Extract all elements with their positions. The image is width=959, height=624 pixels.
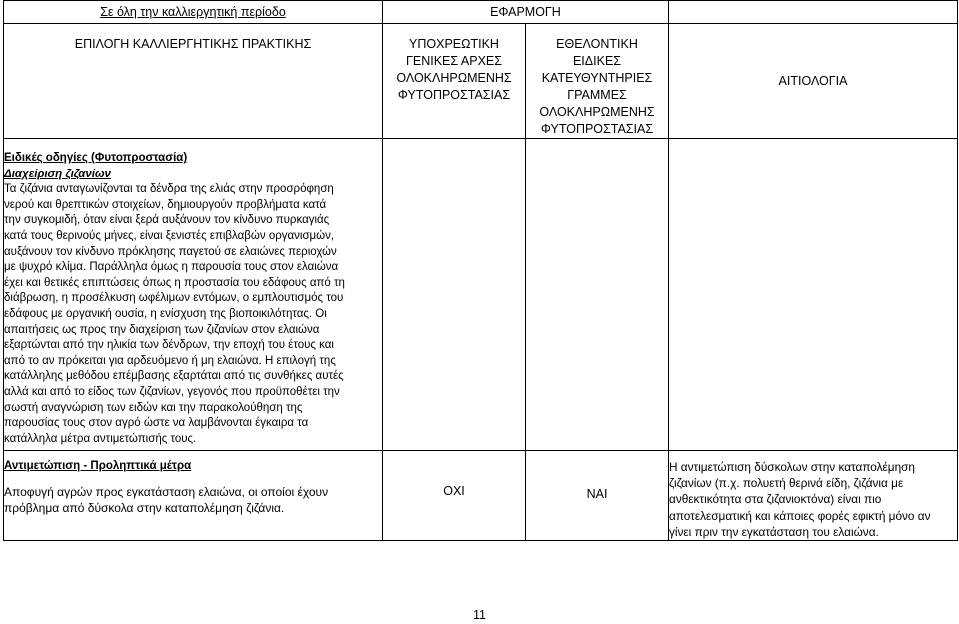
measure-line: Αποφυγή αγρών προς εγκατάσταση ελαιώνα, οι οποίοι έχουν bbox=[4, 484, 329, 499]
justification-line: ζιζανίων (π.χ. πολυετή θερινά είδη, ζιζάνια με bbox=[669, 476, 904, 491]
voluntary-value: ΝΑΙ bbox=[586, 487, 608, 501]
instructions-line: έχει και θετικές επιπτώσεις όπως η προστασία του εδάφους από τη bbox=[4, 276, 345, 289]
measure-line: πρόβλημα από δύσκολα στην καταπολέμηση ζιζάνια. bbox=[4, 500, 285, 515]
weed-management-subtitle: Διαχείριση ζιζανίων bbox=[4, 167, 111, 180]
mandatory-line-3: ΟΛΟΚΛΗΡΩΜΕΝΗΣ bbox=[396, 71, 512, 85]
voluntary-header bbox=[526, 24, 669, 139]
empty-header-cell bbox=[669, 1, 958, 24]
instructions-line: με ψυχρό κλίμα. Παράλληλα όμως η παρουσία τους στον ελαιώνα bbox=[4, 261, 339, 274]
justification-header bbox=[669, 24, 958, 139]
instructions-mandatory-cell bbox=[383, 139, 526, 451]
justification-line: γίνει πριν την εγκατάσταση του ελαιώνα. bbox=[669, 524, 879, 539]
instructions-line: αλλά και από το είδος των ζιζανίων, γεγονός που προϋποθέτει την bbox=[4, 385, 340, 398]
justification-line: αποτελεσματική και κάποιες φορές εφικτή μόνο αν bbox=[669, 508, 931, 523]
instructions-line: κατάλληλης μεθόδου επέμβασης εξαρτάται από τις συνθήκες αυτές bbox=[4, 370, 344, 383]
instructions-line: νερού και θρεπτικών στοιχείων, δημιουργούν προβλήματα κατά bbox=[4, 198, 327, 211]
period-link[interactable]: Σε όλη την καλλιεργητική περίοδο bbox=[100, 4, 286, 19]
practice-header bbox=[4, 24, 383, 139]
instructions-line: παρουσίας τους στον αγρό ώστε να λαμβάνονται έγκαιρα τα bbox=[4, 417, 309, 430]
instructions-line: απαιτήσεις ως προς την διαχείριση των ζιζανίων στον ελαιώνα bbox=[4, 323, 320, 336]
instructions-line: εδάφους με οργανική ουσία, η ενίσχυση της βιοποικιλότητας. Οι bbox=[4, 307, 327, 320]
instructions-title: Ειδικές οδηγίες (Φυτοπροστασία) bbox=[4, 152, 188, 164]
application-label: ΕΦΑΡΜΟΓΗ bbox=[490, 4, 561, 19]
instructions-line: κατά τους θερινούς μήνες, είναι ξενιστές επιβλαβών οργανισμών, bbox=[4, 229, 335, 242]
voluntary-line-3: ΓΡΑΜΜΕΣ bbox=[567, 88, 627, 102]
measure-mandatory-cell bbox=[383, 451, 526, 541]
measure-title: Αντιμετώπιση - Προληπτικά μέτρα bbox=[4, 460, 192, 472]
voluntary-line-1: ΕΘΕΛΟΝΤΙΚΗ bbox=[556, 37, 638, 51]
justification-line: Η αντιμετώπιση δύσκολων στην καταπολέμηση bbox=[669, 460, 915, 474]
mandatory-line-1: ΥΠΟΧΡΕΩΤΙΚΗ bbox=[409, 37, 499, 51]
instructions-line: αυξάνουν τον κίνδυνο πρόκλησης παγετού σε ελαιώνες περιοχών bbox=[4, 245, 337, 258]
mandatory-value: ΟΧΙ bbox=[443, 484, 465, 498]
voluntary-line-4: ΟΛΟΚΛΗΡΩΜΕΝΗΣ bbox=[539, 105, 655, 119]
instructions-line: κατάλληλα μέτρα αντιμετώπισής τους. bbox=[4, 432, 197, 445]
page-number: 11 bbox=[473, 608, 486, 622]
measure-voluntary-cell bbox=[526, 451, 669, 541]
mandatory-line-2: ΓΕΝΙΚΕΣ ΑΡΧΕΣ bbox=[406, 54, 502, 68]
measure-justification-cell bbox=[669, 451, 958, 541]
instructions-line: σωστή αναγνώριση των ειδών και την παρακολούθηση της bbox=[4, 401, 303, 414]
mandatory-line-4: ΦΥΤΟΠΡΟΣΤΑΣΙΑΣ bbox=[397, 88, 511, 102]
justification-label: ΑΙΤΙΟΛΟΓΙΑ bbox=[778, 73, 848, 88]
measure-cell bbox=[4, 451, 383, 541]
instructions-voluntary-cell bbox=[526, 139, 669, 451]
instructions-line: την συγκομιδή, όταν είναι ξερά αυξάνουν τον κίνδυνο πυρκαγιάς bbox=[4, 214, 330, 227]
instructions-cell bbox=[4, 139, 383, 451]
application-header bbox=[383, 1, 669, 24]
practice-label: ΕΠΙΛΟΓΗ ΚΑΛΛΙΕΡΓΗΤΙΚΗΣ ΠΡΑΚΤΙΚΗΣ bbox=[74, 37, 312, 51]
instructions-line: Τα ζιζάνια ανταγωνίζονται τα δένδρα της ελιάς στην προσρόφηση bbox=[4, 183, 334, 196]
instructions-justification-cell bbox=[669, 139, 958, 451]
period-cell bbox=[4, 1, 383, 24]
olive-practices-table bbox=[3, 0, 958, 541]
voluntary-line-5: ΦΥΤΟΠΡΟΣΤΑΣΙΑΣ bbox=[540, 122, 654, 136]
mandatory-header bbox=[383, 24, 526, 139]
instructions-line: από το αν πρόκειται για αρδευόμενο ή μη ελαιώνα. Η επιλογή της bbox=[4, 354, 336, 367]
instructions-line: εξαρτώνται από την ηλικία των δένδρων, την εποχή του έτους και bbox=[4, 339, 334, 352]
voluntary-line-2: ΕΙΔΙΚΕΣ ΚΑΤΕΥΘΥΝΤΗΡΙΕΣ bbox=[541, 54, 653, 85]
instructions-line: διάβρωση, η προσέλκυση ωφέλιμων εντόμων, ο εμπλουτισμός του bbox=[4, 292, 344, 305]
justification-line: ανθεκτικότητα στα ζιζανιοκτόνα) είναι πιο bbox=[669, 492, 882, 507]
